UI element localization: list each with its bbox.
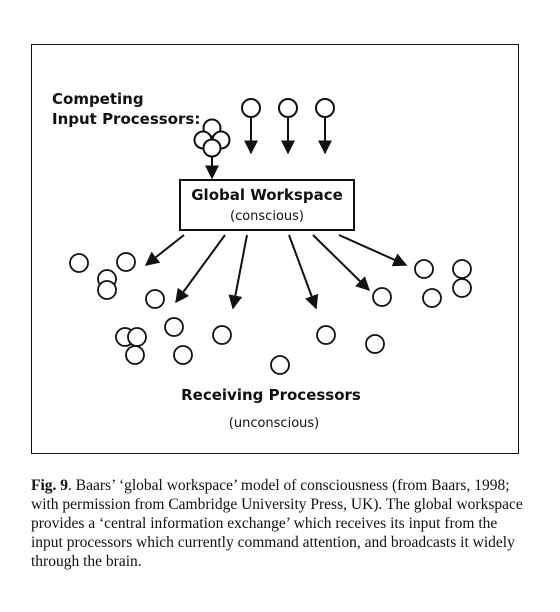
receiving-processor (126, 346, 144, 364)
competing-label-line2: Input Processors: (52, 110, 201, 128)
receiving-processor (98, 281, 116, 299)
figure-caption (31, 476, 523, 571)
receiving-processor (117, 253, 135, 271)
broadcast-arrow-3 (233, 235, 247, 308)
receiving-processor (128, 328, 146, 346)
broadcast-arrow-6 (339, 235, 406, 265)
receiving-processor (146, 290, 164, 308)
receiving-title: Receiving Processors (181, 386, 361, 404)
receiving-processor (453, 279, 471, 297)
receiving-processor (174, 346, 192, 364)
workspace-title: Global Workspace (191, 186, 343, 204)
receiving-processor (165, 318, 183, 336)
receiving-processor (366, 335, 384, 353)
competing-label-line1: Competing (52, 90, 144, 108)
broadcast-arrow-5 (313, 235, 369, 290)
receiving-processor (271, 356, 289, 374)
input-processor-1 (242, 99, 260, 153)
broadcast-arrow-4 (289, 235, 316, 308)
receiving-processor (373, 288, 391, 306)
receiving-processors (70, 253, 471, 374)
receiving-processor (415, 260, 433, 278)
input-processor-3 (316, 99, 334, 153)
receiving-subtitle: (unconscious) (228, 416, 320, 431)
broadcast-arrows (146, 235, 406, 308)
receiving-processor (453, 260, 471, 278)
workspace-subtitle: (conscious) (230, 209, 304, 224)
receiving-processor (213, 326, 231, 344)
receiving-processor (317, 326, 335, 344)
receiving-processor (423, 289, 441, 307)
receiving-processor (70, 254, 88, 272)
input-processor-2 (279, 99, 297, 153)
broadcast-arrow-1 (146, 235, 184, 265)
figure-label: Fig. 9 (31, 477, 69, 494)
broadcast-arrow-2 (176, 235, 225, 302)
caption-text: . Baars’ ‘global workspace’ model of consciousness (from Baars, 1998; with permission from Cambridge University Press, UK). The global workspace provides a ‘central information exchange’ which receives its input from the input processors which currently command attention, and broadcasts it widely through the brain. (31, 477, 523, 570)
